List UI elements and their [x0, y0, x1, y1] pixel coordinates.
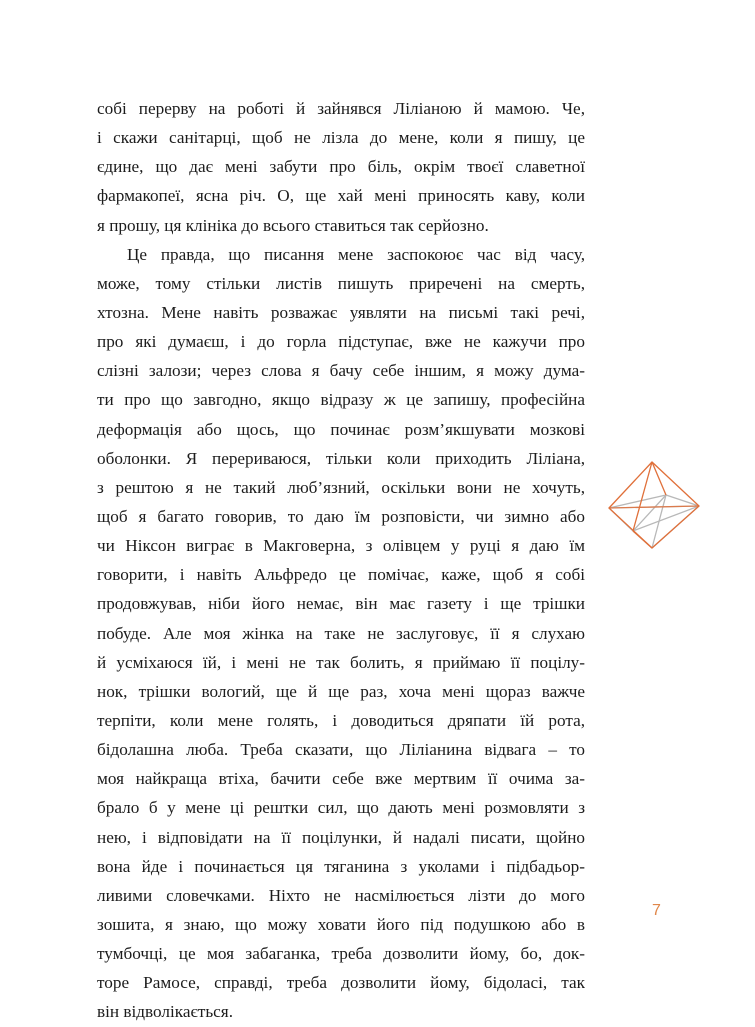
- text-line: щоб я багато говорив, то даю їм розповісти, чи зимно або: [97, 506, 585, 526]
- text-line: оболонки. Я перериваюся, тільки коли приходить Ліліана,: [97, 448, 585, 468]
- text-line: зошита, я знаю, що можу ховати його під подушкою або в: [97, 914, 585, 934]
- octahedron-icon: [604, 458, 704, 550]
- text-line: брало б у мене ці рештки сил, що дають мені розмовляти з: [97, 798, 585, 818]
- ornament-orange-edge: [652, 462, 666, 495]
- text-line: слізні залози; через слова я бачу себе іншим, я можу дума-: [97, 361, 585, 381]
- text-line: він відволікається.: [97, 1002, 234, 1022]
- text-line: нок, трішки вологий, ще й ще раз, хоча мені щораз важче: [97, 681, 585, 701]
- page-number: 7: [652, 902, 661, 919]
- text-line: торе Рамосе, справді, треба дозволити йому, бідоласі, так: [97, 973, 585, 993]
- text-line: і скажи санітарці, щоб не лізла до мене, коли я пишу, це: [97, 128, 585, 148]
- text-line: бідолашна люба. Треба сказати, що Ліліанина відвага – то: [97, 740, 585, 760]
- text-line: собі перерву на роботі й зайнявся Ліліаною й мамою. Че,: [97, 99, 585, 118]
- text-line: деформація або щось, що починає розм’якшувати мозкові: [97, 419, 585, 439]
- text-line: вона йде і починається ця тяганина з уколами і підбадьор-: [97, 856, 585, 876]
- text-line: фармакопеї, ясна річ. О, ще хай мені приносять каву, коли: [97, 186, 585, 206]
- text-line: Це правда, що писання мене заспокоює час від часу,: [127, 244, 585, 264]
- body-text: [97, 94, 585, 1027]
- text-line: хтозна. Мене навіть розважає уявляти на письмі такі речі,: [97, 302, 585, 322]
- text-line: й усміхаюся їй, і мені не так болить, я приймаю її поцілу-: [97, 652, 585, 672]
- ornament-orange-edge: [633, 531, 652, 548]
- text-line: нею, і відповідати на її поцілунки, й надалі писати, щойно: [97, 827, 585, 847]
- text-line: терпіти, коли мене голять, і доводиться дряпати їй рота,: [97, 710, 585, 730]
- text-line: єдине, що дає мені забути про біль, окрім твоєї славетної: [97, 157, 585, 177]
- ornament-grey-edge: [633, 506, 699, 531]
- text-line: чи Ніксон виграє в Макговерна, з олівцем у руці я даю їм: [97, 536, 585, 556]
- text-line: моя найкраща втіха, бачити себе вже мертвим її очима за-: [97, 769, 585, 789]
- text-line: побуде. Але моя жінка на таке не заслуговує, її я слухаю: [97, 623, 585, 643]
- text-line: з рештою я не такий люб’язний, оскільки вони не хочуть,: [97, 477, 585, 497]
- text-line: я прошу, ця клініка до всього ставиться так серйозно.: [97, 215, 489, 235]
- text-line: ливими словечками. Ніхто не насмілюється лізти до мого: [97, 885, 585, 905]
- text-line: про які думаєш, і до горла підступає, вже не кажучи про: [97, 332, 585, 352]
- ornament-grey-edge: [609, 495, 666, 508]
- text-line: може, тому стільки листів пишуть приречені на смерть,: [97, 273, 585, 293]
- text-line: продовжував, ніби його немає, він має газету і ще трішки: [97, 594, 585, 614]
- text-line: тумбочці, це моя забаганка, треба дозволити йому, бо, док-: [97, 944, 585, 964]
- text-line: ти про що завгодно, якщо відразу ж це запишу, професійна: [97, 390, 585, 410]
- text-line: говорити, і навіть Альфредо це помічає, каже, щоб я собі: [97, 565, 585, 585]
